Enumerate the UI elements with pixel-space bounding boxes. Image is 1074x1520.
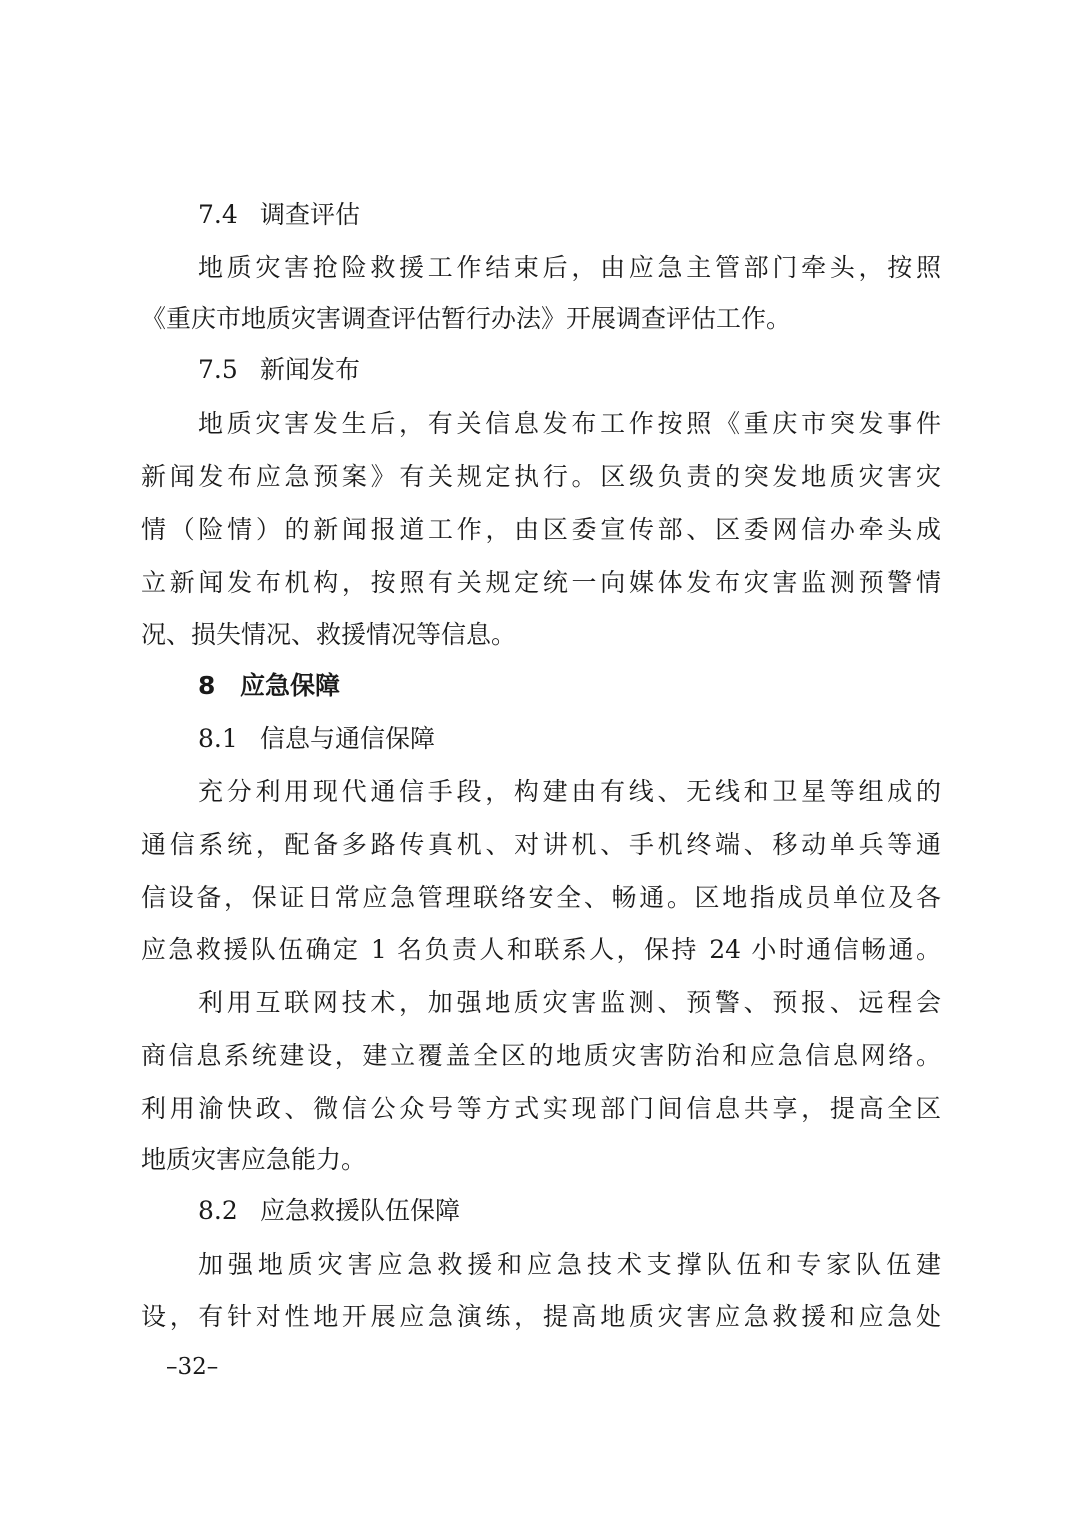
- section-heading-8-1: [198, 722, 435, 756]
- section-title: 新闻发布: [260, 355, 361, 384]
- paragraph-line: 地质灾害发生后，有关信息发布工作按照《重庆市突发事件: [198, 409, 941, 438]
- paragraph-line: 充分利用现代通信手段，构建由有线、无线和卫星等组成的: [198, 777, 941, 806]
- section-heading-8-2: [198, 1194, 460, 1228]
- section-title: 信息与通信保障: [260, 724, 436, 753]
- section-number: 8.1: [198, 724, 238, 753]
- paragraph-line: 利用渝快政、微信公众号等方式实现部门间信息共享，提高全区: [141, 1094, 941, 1123]
- paragraph-line: 应急救援队伍确定 1 名负责人和联系人，保持 24 小时通信畅通。: [141, 935, 941, 964]
- paragraph-line: 商信息系统建设，建立覆盖全区的地质灾害防治和应急信息网络。: [141, 1041, 941, 1070]
- section-number: 8: [198, 671, 216, 700]
- paragraph-line: 新闻发布应急预案》有关规定执行。区级负责的突发地质灾害灾: [141, 462, 941, 491]
- paragraph-line: 设，有针对性地开展应急演练，提高地质灾害应急救援和应急处: [141, 1302, 941, 1331]
- section-title: 应急保障: [240, 671, 341, 700]
- paragraph-line: 地质灾害应急能力。: [141, 1145, 367, 1174]
- paragraph-line: 加强地质灾害应急救援和应急技术支撑队伍和专家队伍建: [198, 1250, 941, 1279]
- section-title: 调查评估: [260, 200, 361, 229]
- paragraph-line: 情（险情）的新闻报道工作，由区委宣传部、区委网信办牵头成: [141, 515, 941, 544]
- section-heading-7-5: [198, 353, 360, 387]
- paragraph-line: 地质灾害抢险救援工作结束后，由应急主管部门牵头，按照: [198, 253, 941, 282]
- section-heading-8: [198, 669, 340, 703]
- section-title: 应急救援队伍保障: [260, 1196, 461, 1225]
- section-heading-7-4: [198, 198, 360, 232]
- section-number: 7.4: [198, 200, 238, 229]
- paragraph-line: 利用互联网技术，加强地质灾害监测、预警、预报、远程会: [198, 988, 941, 1017]
- paragraph-line: 通信系统，配备多路传真机、对讲机、手机终端、移动单兵等通: [141, 830, 941, 859]
- paragraph-line: 立新闻发布机构，按照有关规定统一向媒体发布灾害监测预警情: [141, 568, 941, 597]
- section-number: 7.5: [198, 355, 238, 384]
- paragraph-line: 《重庆市地质灾害调查评估暂行办法》开展调查评估工作。: [141, 304, 792, 333]
- paragraph-line: 信设备，保证日常应急管理联络安全、畅通。区地指成员单位及各: [141, 883, 941, 912]
- page-number: –32–: [166, 1354, 219, 1380]
- section-number: 8.2: [198, 1196, 238, 1225]
- paragraph-line: 况、损失情况、救援情况等信息。: [141, 620, 517, 649]
